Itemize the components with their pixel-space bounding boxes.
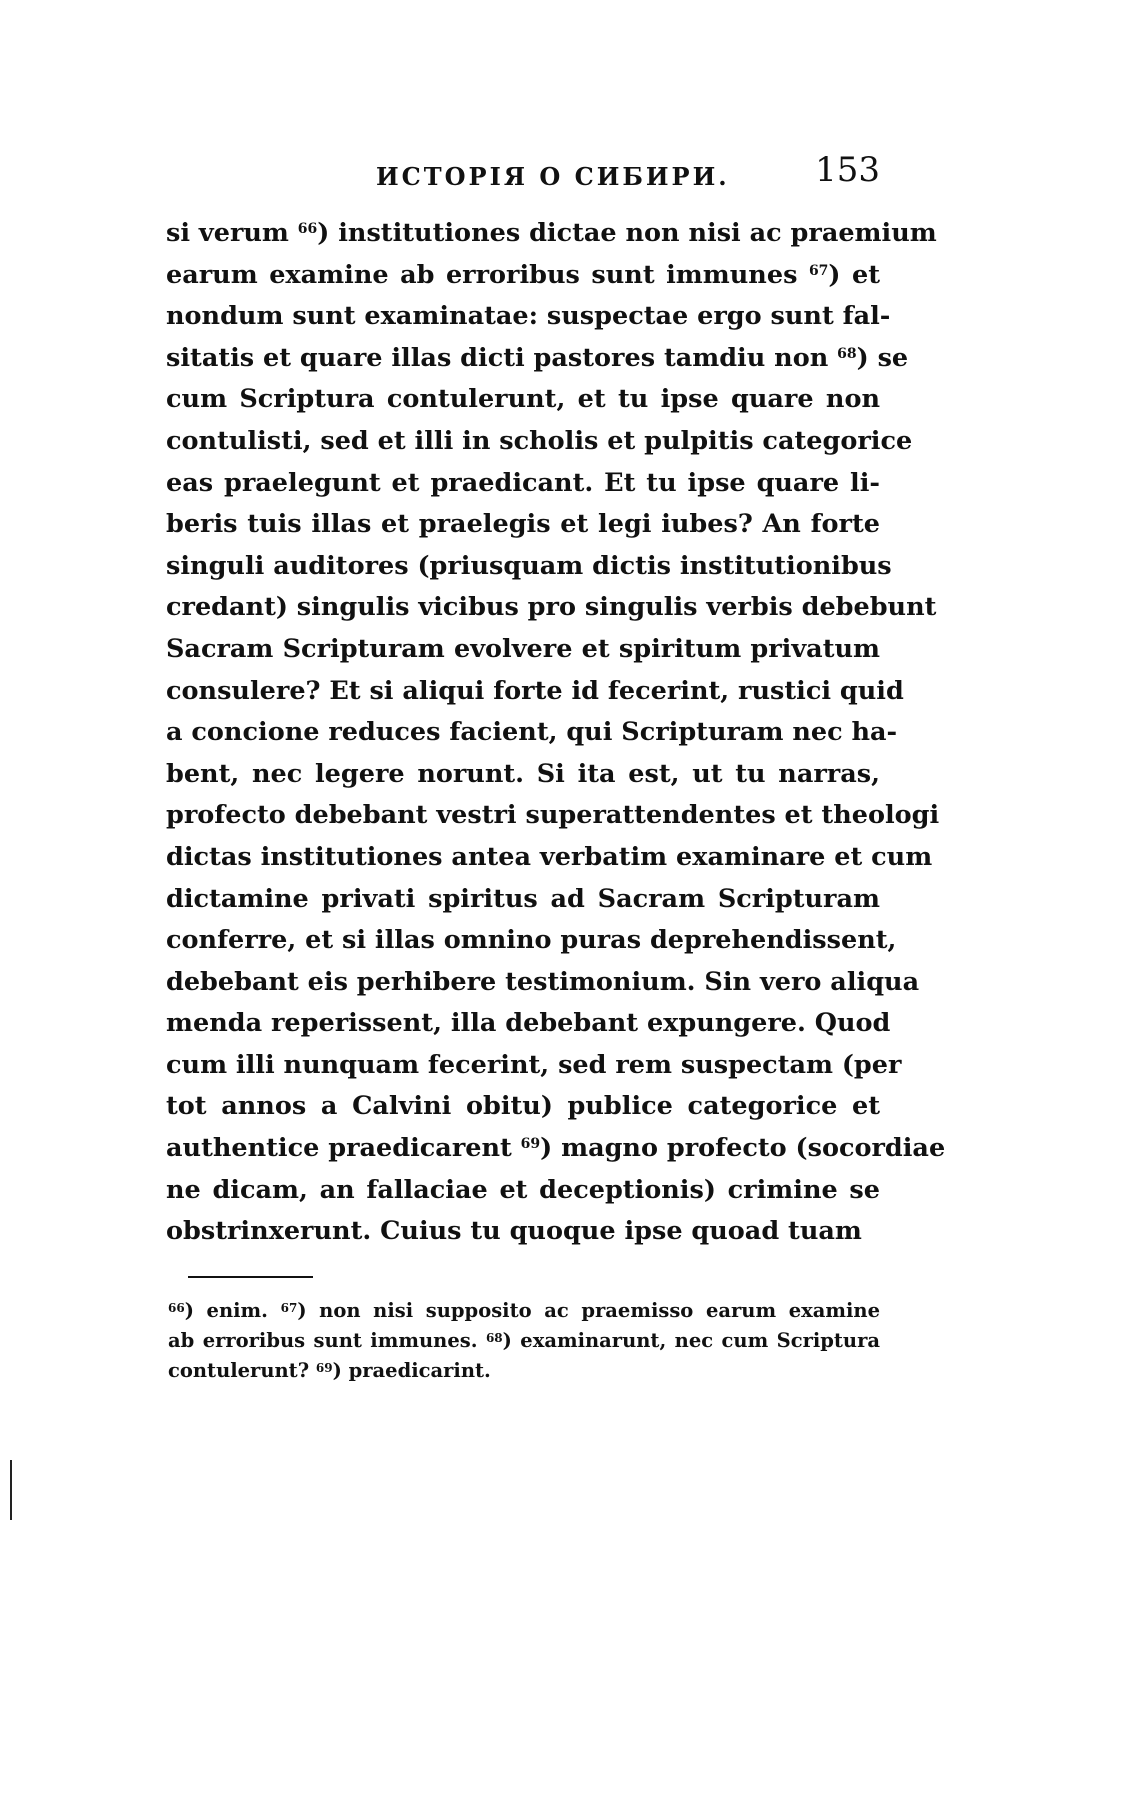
text-line (166, 296, 891, 338)
footnote-line (168, 1326, 880, 1356)
text-run: earum examine ab erroribus sunt immunes (166, 259, 809, 290)
text-run: profecto debebant vestri superattendentes et theologi (166, 800, 940, 831)
text-line (166, 463, 880, 505)
text-run: consulere? Et si aliqui forte id fecerint, rustici quid (166, 675, 904, 706)
text-run: ) magno profecto (socordiae (540, 1133, 946, 1164)
text-run: ne dicam, an fallaciae et deceptionis) crimine se (166, 1174, 880, 1205)
footnote-ref: 67 (808, 262, 829, 279)
text-run: debebant eis perhibere testimonium. Sin vero aliqua (166, 966, 920, 997)
text-line (166, 338, 909, 380)
text-run: obstrinxerunt. Cuius tu quoque ipse quoad tuam (166, 1216, 862, 1247)
text-run: ) se (856, 342, 909, 373)
text-line (166, 546, 892, 588)
main-text (166, 213, 946, 1253)
footnote-line (168, 1296, 880, 1326)
text-run: dictamine privati spiritus ad Sacram Scripturam (166, 883, 880, 914)
text-run: dictas institutiones antea verbatim examinare et cum (166, 841, 933, 872)
text-line (166, 587, 937, 629)
text-run: credant) singulis vicibus pro singulis verbis debebunt (166, 592, 937, 623)
text-run: conferre, et si illas omnino puras deprehendissent, (166, 925, 897, 956)
footnote-line (168, 1356, 880, 1386)
footnote-divider (188, 1276, 313, 1278)
text-line (166, 629, 880, 671)
text-line (166, 1003, 891, 1045)
page-number: 153 (815, 150, 880, 190)
text-line (166, 962, 920, 1004)
text-line (166, 1086, 880, 1128)
text-line (166, 795, 940, 837)
text-line (166, 1128, 946, 1170)
text-line (166, 754, 880, 796)
text-line (166, 1045, 902, 1087)
text-run: ) enim. (184, 1299, 281, 1322)
text-run: ) examinarunt, nec cum Scriptura (502, 1329, 880, 1352)
text-line (166, 421, 913, 463)
footnote-ref: 69 (315, 1361, 333, 1375)
text-run: contulerunt? (168, 1359, 316, 1382)
running-title: ИСТОРІЯ О СИБИРИ. (376, 162, 730, 191)
footnote-ref: 69 (520, 1136, 541, 1153)
text-run: bent, nec legere norunt. Si ita est, ut tu narras, (166, 758, 880, 789)
text-run: contulisti, sed et illi in scholis et pulpitis categorice (166, 425, 913, 456)
text-run: a concione reduces facient, qui Scripturam nec ha- (166, 717, 898, 748)
text-run: tot annos a Calvini obitu) publice categorice et (166, 1091, 880, 1122)
text-run: authentice praedicarent (166, 1133, 521, 1164)
footnote-ref: 66 (297, 221, 318, 237)
text-run: si verum (166, 218, 298, 248)
text-run: sitatis et quare illas dicti pastores tamdiu non (166, 342, 838, 373)
text-line (166, 1211, 880, 1253)
text-run: menda reperissent, illa debebant expungere. Quod (166, 1008, 891, 1039)
text-run: ab erroribus sunt immunes. (168, 1329, 486, 1352)
text-line (166, 920, 897, 962)
text-run: Sacram Scripturam evolvere et spiritum privatum (166, 633, 880, 664)
text-run: cum Scriptura contulerunt, et tu ipse quare non (166, 384, 880, 415)
text-run: ) institutiones dictae non nisi ac praemium (317, 218, 937, 248)
footnote-ref: 68 (837, 345, 857, 362)
scan-artifact-line (10, 1460, 12, 1520)
text-line (166, 213, 937, 255)
footnotes (168, 1296, 880, 1386)
text-line (166, 1170, 880, 1212)
text-line (166, 837, 933, 879)
footnote-ref: 68 (485, 1331, 503, 1345)
text-run: ) et (828, 259, 880, 290)
text-run: beris tuis illas et praelegis et legi iubes? An forte (166, 509, 880, 540)
text-line (166, 879, 880, 921)
text-run: ) praedicarint. (332, 1359, 491, 1382)
text-line (166, 504, 880, 546)
text-line (166, 255, 880, 297)
text-line (166, 671, 904, 713)
text-line (166, 712, 898, 754)
footnote-ref: 66 (168, 1301, 185, 1315)
page-header (166, 150, 880, 200)
text-run: ) non nisi supposito ac praemisso earum examine (297, 1299, 880, 1322)
text-line (166, 379, 880, 421)
text-run: singuli auditores (priusquam dictis institutionibus (166, 550, 892, 581)
text-run: eas praelegunt et praedicant. Et tu ipse quare li- (166, 467, 880, 498)
text-run: cum illi nunquam fecerint, sed rem suspectam (per (166, 1049, 902, 1080)
text-run: nondum sunt examinatae: suspectae ergo sunt fal- (166, 301, 891, 332)
footnote-ref: 67 (280, 1301, 298, 1315)
